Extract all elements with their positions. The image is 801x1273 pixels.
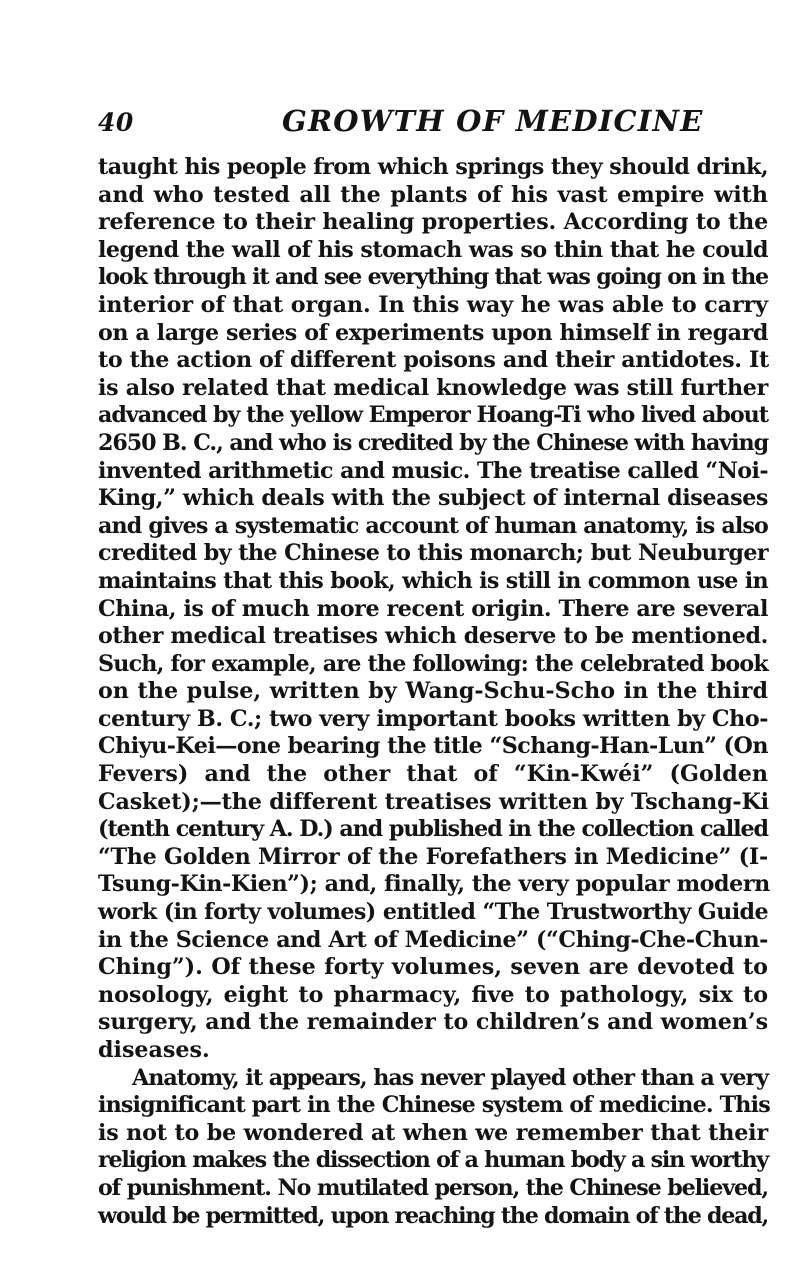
text-line: advanced by the yellow Emperor Hoang-Ti who lived about xyxy=(98,402,769,429)
text-line: and who tested all the plants of his vast empire with xyxy=(98,181,768,208)
text-line: religion makes the dissection of a human body a sin worthy xyxy=(98,1147,769,1174)
text-line: legend the wall of his stomach was so thin that he could xyxy=(98,236,768,263)
text-line: surgery, and the remainder to children’s and women’s xyxy=(98,1009,768,1036)
text-line: work (in forty volumes) entitled “The Trustworthy Guide xyxy=(98,899,768,926)
text-line: maintains that this book, which is still in common use in xyxy=(98,567,769,594)
text-line: interior of that organ. In this way he was able to carry xyxy=(98,291,768,318)
text-line: and gives a systematic account of human anatomy, is also xyxy=(98,512,768,539)
text-line: of punishment. No mutilated person, the Chinese believed, xyxy=(98,1174,768,1201)
running-head xyxy=(98,104,768,144)
text-line: invented arithmetic and music. The treatise called “Noi- xyxy=(98,457,768,484)
text-line: century B. C.; two very important books written by Cho- xyxy=(98,705,768,732)
text-line: Anatomy, it appears, has never played other than a very xyxy=(132,1064,768,1091)
text-line: is not to be wondered at when we remember that their xyxy=(98,1119,768,1146)
body-text xyxy=(98,154,768,1230)
text-line: Such, for example, are the following: the celebrated book xyxy=(98,650,769,677)
text-line: look through it and see everything that was going on in the xyxy=(98,264,768,291)
text-line: credited by the Chinese to this monarch; but Neuburger xyxy=(98,540,769,567)
text-line: to the action of different poisons and their antidotes. It xyxy=(98,347,769,374)
text-line: on the pulse, written by Wang-Schu-Scho in the third xyxy=(98,678,768,705)
text-line: Fevers) and the other that of “Kin-Kwéi” (Golden xyxy=(98,761,768,788)
text-line: in the Science and Art of Medicine” (“Ching-Che-Chun- xyxy=(98,926,768,953)
text-line: nosology, eight to pharmacy, five to pathology, six to xyxy=(98,981,768,1008)
running-title: GROWTH OF MEDICINE xyxy=(282,104,704,138)
text-line: “The Golden Mirror of the Forefathers in Medicine” (I- xyxy=(98,843,768,870)
text-line: Casket);—the different treatises written by Tschang-Ki xyxy=(98,788,769,815)
text-line: 2650 B. C., and who is credited by the Chinese with having xyxy=(98,429,769,456)
text-line: other medical treatises which deserve to be mentioned. xyxy=(98,623,768,650)
text-line: on a large series of experiments upon himself in regard xyxy=(98,319,769,346)
text-line: taught his people from which springs they should drink, xyxy=(98,154,769,180)
text-line: China, is of much more recent origin. There are several xyxy=(98,595,769,622)
text-line: Chiyu-Kei—one bearing the title “Schang-Han-Lun” (On xyxy=(98,733,768,760)
page-number: 40 xyxy=(98,108,134,137)
text-line: (tenth century A. D.) and published in the collection called xyxy=(98,816,768,843)
text-line: diseases. xyxy=(98,1037,210,1063)
text-line: King,” which deals with the subject of internal diseases xyxy=(98,485,769,512)
text-line: Tsung-Kin-Kien”); and, finally, the very popular modern xyxy=(98,871,770,898)
text-line: Ching”). Of these forty volumes, seven are devoted to xyxy=(98,954,768,981)
text-line: reference to their healing properties. According to the xyxy=(98,209,769,236)
text-line: would be permitted, upon reaching the domain of the dead, xyxy=(98,1202,768,1229)
text-line: is also related that medical knowledge was still further xyxy=(98,374,768,401)
text-line: insignificant part in the Chinese system of medicine. This xyxy=(98,1092,770,1119)
